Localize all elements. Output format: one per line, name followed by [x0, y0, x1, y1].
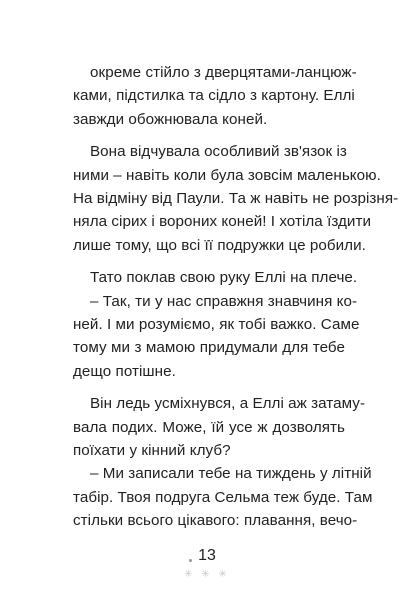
text-line: Тато поклав свою руку Еллі на плече.: [90, 269, 358, 287]
text-line: – Ми записали тебе на тиждень у літній: [90, 465, 372, 483]
text-line: Він ледь усміхнувся, а Еллі аж затаму-: [90, 395, 366, 413]
text-line: лише тому, що всі її подружки це робили.: [73, 236, 366, 254]
page-footer: [0, 547, 414, 587]
text-line: ками, підстилка та сідло з картону. Еллі: [73, 87, 355, 105]
text-line: Вона відчувала особливий зв'язок із: [90, 143, 347, 161]
text-line: табір. Твоя подруга Сельма теж буде. Там: [73, 488, 373, 506]
page-number: 13: [198, 547, 216, 564]
text-line: дещо потішне.: [73, 362, 176, 380]
text-line: На відміну від Паули. Та ж навіть не розрізня-: [73, 189, 399, 207]
text-line: стільки всього цікавого: плавання, вечо-: [73, 511, 358, 529]
text-line: поїхати у кінний клуб?: [73, 441, 231, 459]
text-line: тому ми з мамою придумали для тебе: [73, 339, 345, 357]
text-line: завжди обожнювала коней.: [73, 110, 268, 128]
text-line: ней. І ми розуміємо, як тобі важко. Саме: [73, 315, 360, 333]
star-ornament-icon: ✳ ✳ ✳: [184, 569, 230, 580]
text-line: вала подих. Може, їй усе ж дозволять: [73, 418, 345, 436]
text-line: няла сірих і вороних коней! І хотіла їздити: [73, 213, 372, 231]
text-line: – Так, ти у нас справжня знавчиня ко-: [90, 292, 358, 310]
text-line: окреме стійло з дверцятами-ланцюж-: [90, 64, 357, 81]
text-line: ними – навіть коли була зовсім маленькою.: [73, 166, 381, 184]
body-text: [73, 61, 399, 532]
